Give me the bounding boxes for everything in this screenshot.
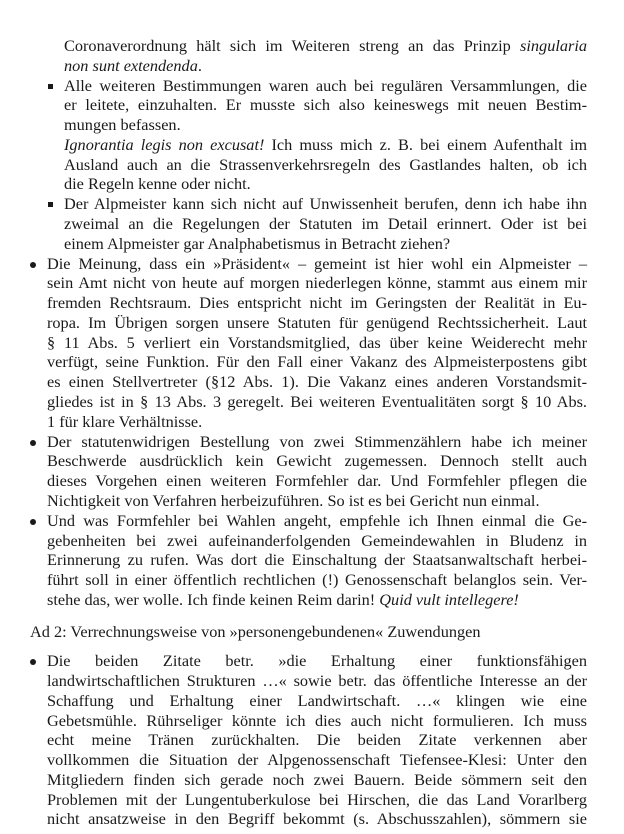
- list-item-line: [47, 711, 587, 731]
- text-run: Gebetsmühle. Rührseliger könnte ich dies auch nicht formulieren. Ich muss: [47, 710, 587, 730]
- round-bullet-icon: [30, 440, 36, 446]
- text-run: mungen befassen.: [64, 115, 181, 134]
- list-item-line: [47, 750, 587, 770]
- text-run: gliedes ist in § 13 Abs. 3 geregelt. Bei weiteren Eventualitäten sorgt § 10 Abs.: [47, 391, 587, 411]
- sub-list-item-line: [64, 234, 587, 254]
- text-run: Der statutenwidrigen Bestellung von zwei Stimmenzählern habe ich meiner: [47, 431, 587, 451]
- text-run: verfügt, seine Funktion. Für den Fall einer Vakanz des Alpmeisterpostens gibt: [47, 352, 587, 372]
- section-heading: Ad 2: Verrechnungsweise von »personengebundenen« Zuwendungen: [30, 621, 481, 641]
- text-run: Mitgliedern finden sich gerade noch zwei Bauern. Beide sömmern seit den: [47, 769, 587, 789]
- text-run: führt soll in einer öffentlich rechtlichen (!) Genossenschaft belanglos sein. Ver-: [47, 570, 587, 590]
- sub-list-item-line: [64, 214, 587, 234]
- list-item-line: [47, 570, 587, 590]
- list-item-line: [47, 491, 587, 511]
- text-run: gebenheiten bei zwei aufeinanderfolgenden Gemeindewahlen in Bludenz in: [47, 530, 587, 550]
- list-item-line: [47, 333, 587, 353]
- round-bullet-icon: [30, 659, 36, 665]
- square-bullet-icon: [48, 84, 53, 89]
- list-item-line: [47, 671, 587, 691]
- latin-phrase: non sunt extendenda: [64, 55, 198, 75]
- text-run: Erinnerung zu rufen. Was dort die Einschaltung der Staatsanwaltschaft herbei-: [47, 550, 587, 570]
- text-run: die Regeln kenne oder nicht.: [64, 174, 251, 194]
- text-run: Coronaverordnung hält sich im Weiteren streng an das Prinzip: [64, 36, 521, 55]
- text-run: Nichtigkeit von Verfahren herbeizuführen. So ist es bei Gericht nun einmal.: [47, 490, 540, 510]
- list-item-line: [47, 550, 587, 570]
- text-run: nicht ansatzweise in den Begriff bekommt (s. Abschusszahlen), sömmern sie: [47, 809, 587, 829]
- text-run: er leitete, einzuhalten. Er musste sich also keineswegs mit neuen Bestim-: [64, 95, 587, 115]
- list-item-line: [47, 372, 587, 392]
- list-item-line: [47, 352, 587, 372]
- sub-list-item-line: [64, 155, 587, 175]
- text-run: vollkommen die Situation der Alpgenossenschaft Tiefensee-Klesi: Unter den: [47, 750, 587, 770]
- text-run: einem Alpmeister gar Analphabetismus in Betracht ziehen?: [64, 233, 451, 253]
- list-item-line: [47, 293, 587, 313]
- list-item-line: [47, 254, 587, 274]
- text-run: Schaffung und Erhaltung einer Landwirtschaft. …« klingen wie eine: [47, 690, 587, 710]
- sub-list-item-line: [64, 95, 587, 115]
- list-item-line: [47, 691, 587, 711]
- list-item-line: [47, 273, 587, 293]
- sub-list-item-line: [64, 174, 587, 194]
- text-run: ropa. Im Übrigen sorgen unsere Statuten für genügend Rechtssicherheit. Laut: [47, 312, 587, 332]
- text-run: .: [197, 55, 202, 75]
- list-item-line: [47, 531, 587, 551]
- list-item-line: [47, 471, 587, 491]
- text-run: Alle weiteren Bestimmungen waren auch bei regulären Versammlungen, die: [64, 75, 587, 95]
- text-run: Die Meinung, dass ein »Präsident« – gemeint ist hier wohl ein Alpmeister –: [47, 253, 587, 273]
- text-run: Ich muss mich z. B. bei einem Aufenthalt im: [264, 134, 587, 154]
- paragraph-line: [64, 36, 587, 56]
- list-item-line: [47, 809, 587, 829]
- text-run: Die beiden Zitate betr. »die Erhaltung einer funktionsfähigen: [47, 651, 587, 671]
- latin-phrase: singularia: [520, 36, 587, 55]
- square-bullet-icon: [48, 202, 53, 207]
- text-run: 1 für klare Verhältnisse.: [47, 411, 203, 431]
- text-run: fremden Rechtsraum. Dies entspricht nicht im Geringsten der Realität in Eu-: [47, 293, 587, 313]
- text-run: § 11 Abs. 5 verliert ein Vorstandsmitglied, das über keine Weiderecht mehr: [47, 332, 587, 352]
- list-item-line: [47, 412, 587, 432]
- text-run: es einen Stellvertreter (§12 Abs. 1). Die Vakanz eines anderen Vorstandsmit-: [47, 372, 587, 392]
- list-item-line: [47, 511, 587, 531]
- list-item-line: [47, 590, 587, 610]
- text-run: zweimal an die Regelungen der Statuten im Detail erinnert. Oder ist bei: [64, 213, 587, 233]
- sub-list-item-line: [64, 194, 587, 214]
- text-run: echt meine Tränen zurückhalten. Die beiden Zitate verkennen aber: [47, 730, 587, 750]
- latin-phrase: Quid vult intellegere!: [379, 589, 519, 609]
- text-run: stehe das, wer wolle. Ich finde keinen Reim darin!: [47, 589, 380, 609]
- list-item-line: [47, 392, 587, 412]
- list-item-line: [47, 790, 587, 810]
- text-run: Und was Formfehler bei Wahlen angeht, empfehle ich Ihnen einmal die Ge-: [47, 510, 587, 530]
- list-item-line: [47, 730, 587, 750]
- round-bullet-icon: [30, 262, 36, 268]
- text-run: Problemen mit der Lungentuberkulose bei Hirschen, die das Land Vorarlberg: [47, 789, 587, 809]
- sub-list-item-line: [64, 115, 587, 135]
- list-item-line: [47, 432, 587, 452]
- text-run: Ausland auch an die Strassenverkehrsregeln des Gastlandes halten, ob ich: [64, 154, 587, 174]
- text-run: landwirtschaftlichen Strukturen …« sowie betr. das öffentliche Interesse an der: [47, 671, 587, 691]
- paragraph-line: [64, 56, 587, 76]
- text-run: sein Amt nicht von heute auf morgen niederlegen könne, stammt aus einem mir: [47, 273, 587, 293]
- latin-phrase: Ignorantia legis non excusat!: [64, 134, 265, 154]
- sub-list-item-line: [64, 135, 587, 155]
- round-bullet-icon: [30, 519, 36, 525]
- sub-list-item-line: [64, 76, 587, 96]
- list-item-line: [47, 313, 587, 333]
- text-run: Der Alpmeister kann sich nicht auf Unwissenheit berufen, denn ich habe ihn: [64, 194, 587, 213]
- list-item-line: [47, 770, 587, 790]
- text-run: Beschwerde ausdrücklich kein Gewicht zugemessen. Dennoch stellt auch: [47, 451, 587, 471]
- text-run: dieses Vorgehen einen weiteren Formfehler dar. Und Formfehler pflegen die: [47, 471, 587, 491]
- list-item-line: [47, 651, 587, 671]
- list-item-line: [47, 451, 587, 471]
